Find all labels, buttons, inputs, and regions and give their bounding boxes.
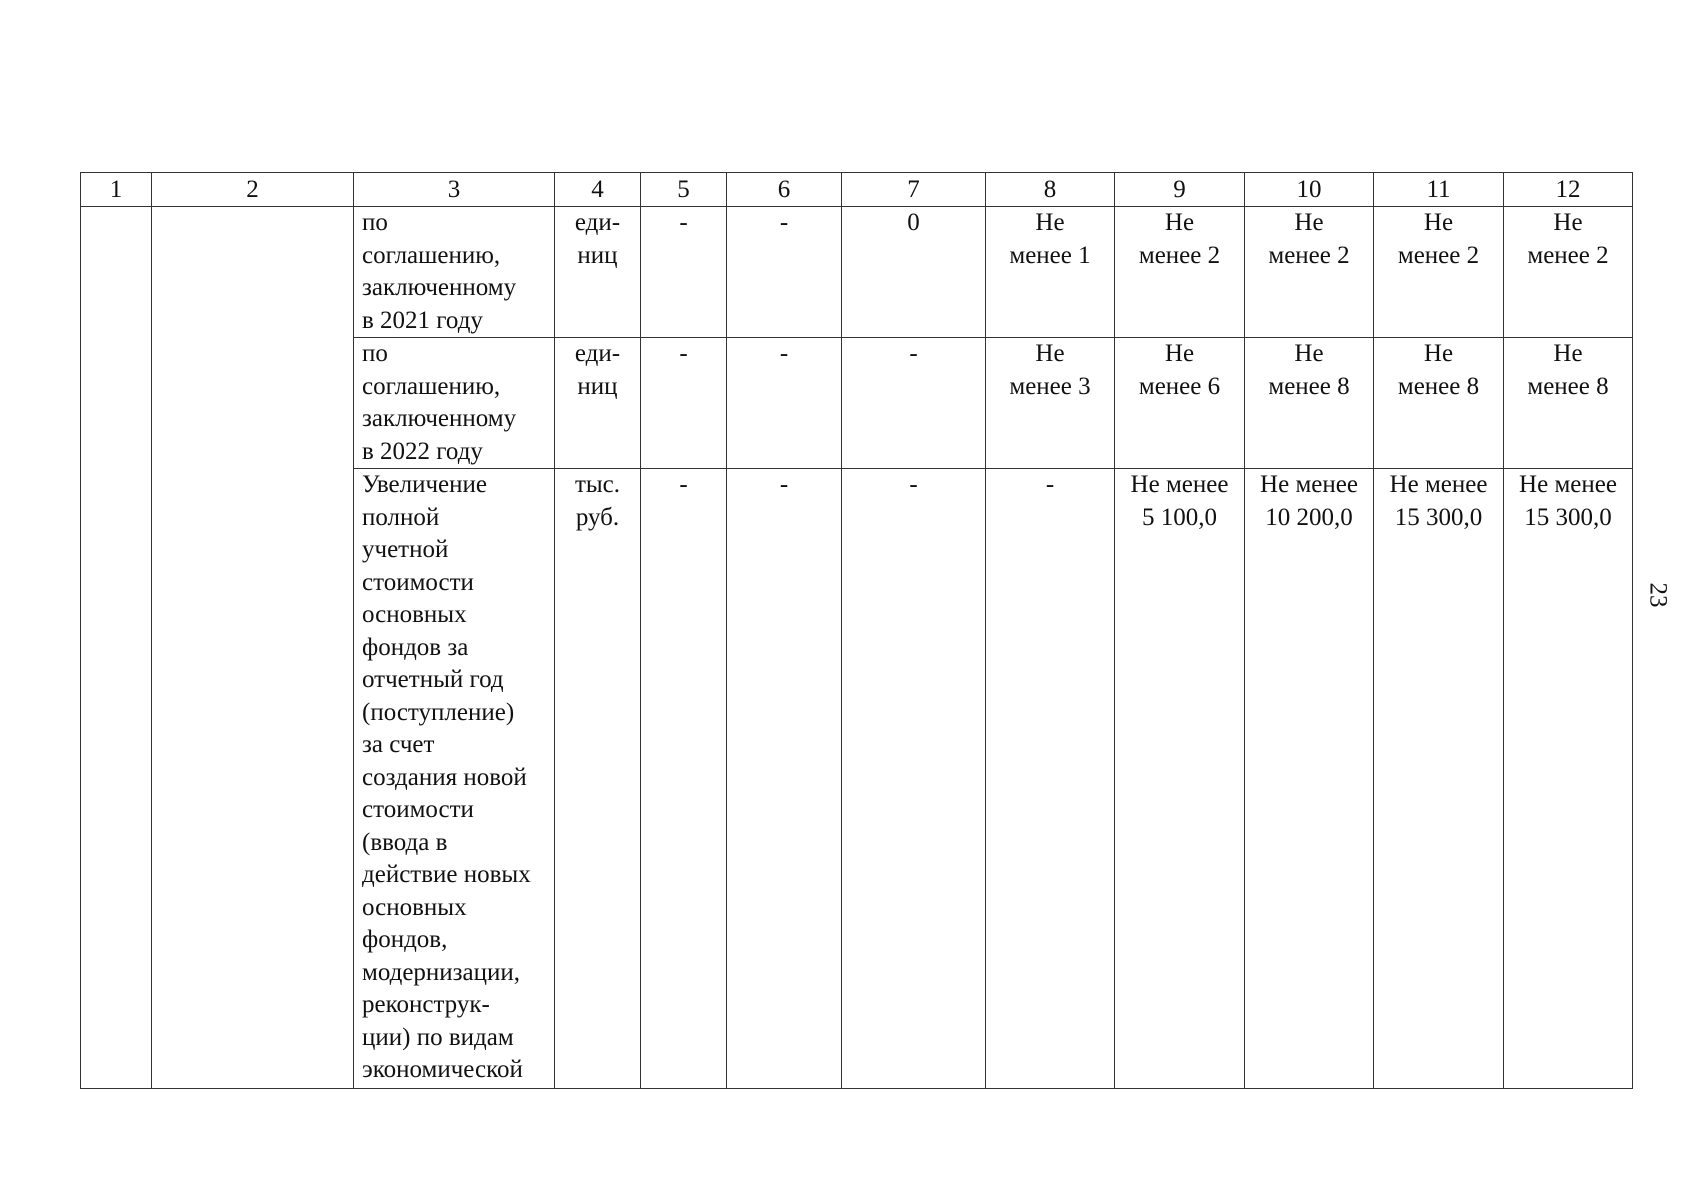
cell-line: основных xyxy=(362,893,467,921)
header-cell-8: 8 xyxy=(986,173,1115,207)
data-table xyxy=(80,172,1633,1089)
cell-line: менее 8 xyxy=(1527,372,1609,400)
header-cell-11: 11 xyxy=(1374,173,1504,207)
cell-line: 15 300,0 xyxy=(1394,503,1483,531)
cell-line: Не xyxy=(1423,340,1454,367)
cell-line: основных xyxy=(362,601,467,628)
cell-line: менее 3 xyxy=(1009,372,1091,400)
value-cell-6: - xyxy=(727,207,842,338)
value-cell-12 xyxy=(1504,338,1633,469)
cell-line: Не xyxy=(1553,340,1583,367)
cell-line: менее 1 xyxy=(1009,241,1091,269)
cell-line: Не xyxy=(1035,340,1065,367)
cell-line: в 2021 году xyxy=(362,306,483,334)
unit-cell xyxy=(555,469,641,1089)
col1-cell xyxy=(81,207,152,1089)
value-cell-7: - xyxy=(842,338,986,469)
cell-line: менее 2 xyxy=(1268,241,1350,269)
value-cell-11 xyxy=(1374,207,1504,338)
value-cell-11 xyxy=(1374,338,1504,469)
value-cell-12 xyxy=(1504,207,1633,338)
value-cell-10 xyxy=(1245,469,1374,1089)
cell-line: заключенному xyxy=(362,405,517,432)
value-cell-5: - xyxy=(641,469,727,1089)
cell-line: стоимости xyxy=(362,796,474,823)
cell-line: менее 2 xyxy=(1397,241,1480,269)
cell-line: отчетный год xyxy=(362,666,504,693)
cell-line: Не менее xyxy=(1519,471,1617,498)
value-cell-5: - xyxy=(641,338,727,469)
header-cell-9: 9 xyxy=(1115,173,1245,207)
cell-line: Не менее xyxy=(1389,471,1488,498)
cell-line: 15 300,0 xyxy=(1524,503,1612,531)
cell-line: соглашению, xyxy=(362,241,501,269)
cell-line: Не менее xyxy=(1130,471,1229,498)
value-cell-11 xyxy=(1374,469,1504,1089)
value-cell-10 xyxy=(1245,207,1374,338)
value-cell-8: - xyxy=(986,469,1115,1089)
cell-line: заключенному xyxy=(362,274,517,301)
cell-line: соглашению, xyxy=(362,372,501,400)
table-row xyxy=(81,207,1633,338)
indicator-cell xyxy=(354,338,555,469)
cell-line: 5 100,0 xyxy=(1142,503,1217,531)
cell-line: действие новых xyxy=(362,861,531,888)
value-cell-8 xyxy=(986,207,1115,338)
value-cell-6: - xyxy=(727,338,842,469)
cell-line: менее 8 xyxy=(1397,372,1480,400)
cell-line: менее 8 xyxy=(1268,372,1350,400)
value-cell-9 xyxy=(1115,207,1245,338)
cell-line: ции) по видам xyxy=(362,1023,514,1051)
cell-line: фондов, xyxy=(362,926,448,953)
cell-line: Не xyxy=(1553,209,1583,236)
cell-line: менее 2 xyxy=(1527,241,1609,269)
cell-line: стоимости xyxy=(362,568,474,596)
unit-cell xyxy=(555,207,641,338)
cell-line: еди- xyxy=(574,209,621,236)
cell-line: Не xyxy=(1294,209,1324,236)
header-cell-12: 12 xyxy=(1504,173,1633,207)
value-cell-7: 0 xyxy=(842,207,986,338)
cell-line: тыс. xyxy=(574,471,621,498)
header-cell-7: 7 xyxy=(842,173,986,207)
header-cell-2: 2 xyxy=(152,173,354,207)
header-cell-10: 10 xyxy=(1245,173,1374,207)
cell-line: полной xyxy=(362,503,440,531)
cell-line: по xyxy=(362,209,388,236)
page-number: 23 xyxy=(1644,582,1672,608)
cell-line: Не xyxy=(1294,340,1324,367)
value-cell-7: - xyxy=(842,469,986,1089)
cell-line: реконструк- xyxy=(362,991,490,1018)
cell-line: создания новой xyxy=(362,763,527,791)
cell-line: 10 200,0 xyxy=(1265,503,1353,531)
cell-line: по xyxy=(362,340,388,367)
cell-line: Не xyxy=(1423,209,1454,236)
header-cell-1: 1 xyxy=(81,173,152,207)
cell-line: экономической xyxy=(362,1056,523,1083)
cell-line: модернизации, xyxy=(362,958,521,986)
cell-line: менее 2 xyxy=(1138,241,1221,269)
value-cell-12 xyxy=(1504,469,1633,1089)
cell-line: Не xyxy=(1164,340,1195,367)
value-cell-6: - xyxy=(727,469,842,1089)
cell-line: Не xyxy=(1035,209,1065,236)
value-cell-5: - xyxy=(641,207,727,338)
header-cell-5: 5 xyxy=(641,173,727,207)
cell-line: (поступление) xyxy=(362,698,515,726)
indicator-cell xyxy=(354,469,555,1089)
cell-line: (ввода в xyxy=(362,828,448,856)
cell-line: еди- xyxy=(574,340,621,367)
indicator-cell xyxy=(354,207,555,338)
col2-cell xyxy=(152,207,354,1089)
cell-line: Не xyxy=(1164,209,1195,236)
value-cell-9 xyxy=(1115,469,1245,1089)
cell-line: учетной xyxy=(362,536,449,563)
cell-line: за счет xyxy=(362,731,435,758)
value-cell-10 xyxy=(1245,338,1374,469)
unit-cell xyxy=(555,338,641,469)
header-cell-6: 6 xyxy=(727,173,842,207)
cell-line: ниц xyxy=(577,372,618,400)
cell-line: менее 6 xyxy=(1138,372,1221,400)
cell-line: Увеличение xyxy=(362,471,488,498)
value-cell-9 xyxy=(1115,338,1245,469)
cell-line: ниц xyxy=(577,241,618,269)
cell-line: руб. xyxy=(575,503,620,531)
header-row xyxy=(81,173,1633,207)
cell-line: в 2022 году xyxy=(362,437,483,465)
cell-line: фондов за xyxy=(362,633,469,661)
cell-line: Не менее xyxy=(1260,471,1358,498)
header-cell-3: 3 xyxy=(354,173,555,207)
value-cell-8 xyxy=(986,338,1115,469)
header-cell-4: 4 xyxy=(555,173,641,207)
